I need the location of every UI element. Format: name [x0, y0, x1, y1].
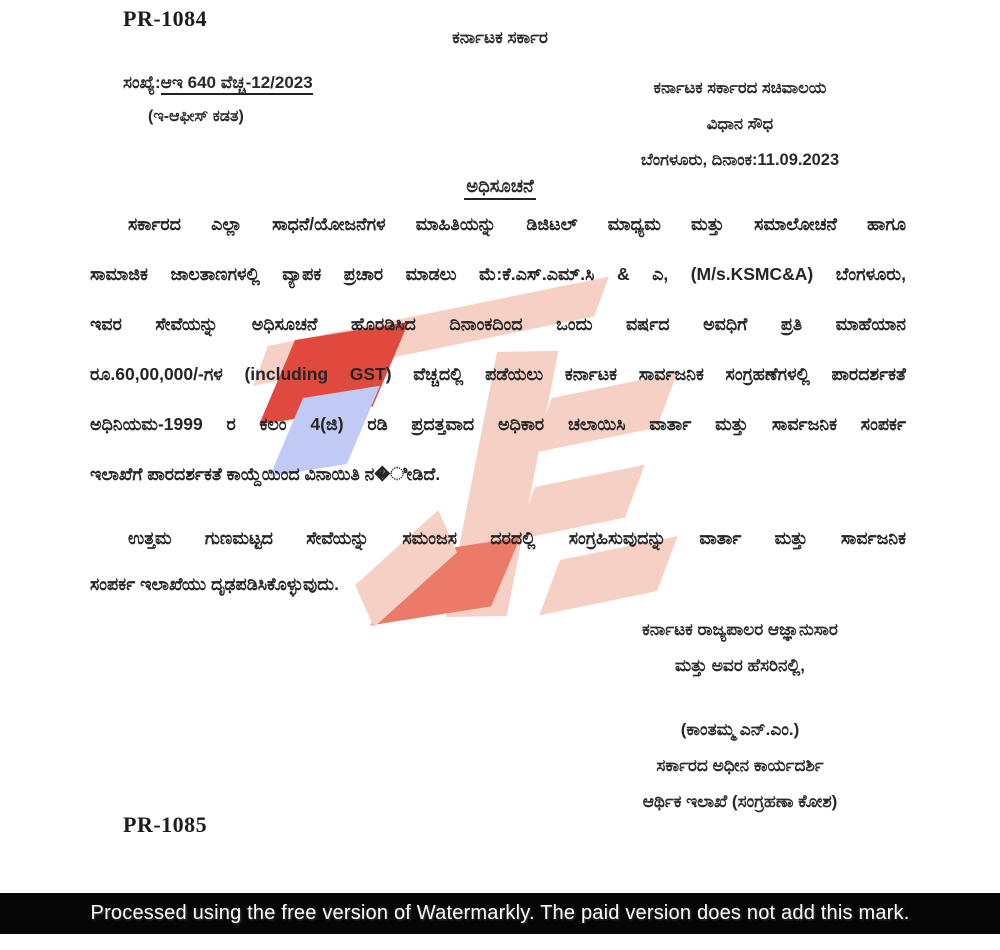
para1-line1: ಸರ್ಕಾರದ ಎಲ್ಲಾ ಸಾಧನೆ/ಯೋಜನೆಗಳ ಮಾಹಿತಿಯನ್ನು ಡಿಜಿಟಲ್ ಮಾಧ್ಯಮ ಮತ್ತು ಸಮಾಲೋಚನೆ ಹಾಗೂ: [128, 214, 906, 234]
letterhead-right-block: [530, 70, 950, 178]
para1-line5: ಅಧಿನಿಯಮ-1999 ರ ಕಲಂ 4(ಜಿ) ರಡಿ ಪ್ರದತ್ತವಾದ ಅಧಿಕಾರ ಚಲಾಯಿಸಿ ವಾರ್ತಾ ಮತ್ತು ಸಾರ್ವಜನಿಕ ಸಂಪರ್ಕ: [90, 414, 906, 434]
body-paragraph-2: [90, 528, 906, 620]
para1-line3: ಇವರ ಸೇವೆಯನ್ನು ಅಧಿಸೂಚನೆ ಹೊರಡಿಸಿದ ದಿನಾಂಕದಿಂದ ಒಂದು ವರ್ಷದ ಅವಧಿಗೆ ಪ್ರತಿ ಮಾಹೆಯಾನ: [90, 314, 906, 334]
pr-number-bottom: PR-1085: [123, 812, 208, 837]
signatory-designation: ಸರ್ಕಾರದ ಅಧೀನ ಕಾರ್ಯದರ್ಶಿ: [656, 756, 824, 775]
pr-number-top: PR-1084: [123, 6, 208, 31]
para1-line6: ಇಲಾಖೆಗೆ ಪಾರದರ್ಶಕತೆ ಕಾಯ್ದೆಯಿಂದ ವಿನಾಯಿತಿ ನ�ೀಡಿದೆ.: [90, 464, 441, 484]
by-order-line1: ಕರ್ನಾಟಕ ರಾಜ್ಯಪಾಲರ ಆಜ್ಞಾನುಸಾರ: [642, 620, 838, 639]
eoffice-file-note: (ಇ-ಆಫೀಸ್ ಕಡತ): [148, 108, 244, 125]
by-order-block: [530, 612, 950, 684]
para1-line2: ಸಾಮಾಜಿಕ ಜಾಲತಾಣಗಳಲ್ಲಿ ವ್ಯಾಪಕ ಪ್ರಚಾರ ಮಾಡಲು ಮೆ:ಕೆ.ಎಸ್.ಎಮ್.ಸಿ & ಎ, (M/s.KSMC&A) ಬೆಂಗಳೂರು,: [90, 264, 906, 284]
signatory-block: [530, 712, 950, 820]
body-paragraph-1: [90, 214, 906, 514]
signatory-department: ಆರ್ಥಿಕ ಇಲಾಖೆ (ಸಂಗ್ರಹಣಾ ಕೋಶ): [642, 792, 838, 811]
notification-heading: ಅಧಿಸೂಚನೆ: [0, 176, 1000, 197]
reference-number: ಆಇ 640 ವೆಚ್ಚ-12/2023: [161, 73, 313, 95]
reference-label: ಸಂಖ್ಯೆ:: [123, 73, 161, 92]
watermarkly-footer-bar: [0, 893, 1000, 934]
government-title: ಕರ್ನಾಟಕ ಸರ್ಕಾರ: [452, 28, 548, 47]
reference-number-line: [123, 73, 313, 93]
para1-line4: ರೂ.60,00,000/-ಗಳ (including GST) ವೆಚ್ಚದಲ್ಲಿ ಪಡೆಯಲು ಕರ್ನಾಟಕ ಸಾರ್ವಜನಿಕ ಸಂಗ್ರಹಣೆಗಳಲ್ಲಿ ಪಾರದರ್ಶಕತೆ: [90, 364, 907, 384]
signatory-name: (ಕಾಂತಮ್ಮ ಎನ್.ಎಂ.): [680, 720, 800, 739]
para2-line1: ಉತ್ತಮ ಗುಣಮಟ್ಟದ ಸೇವೆಯನ್ನು ಸಮಂಜಸ ದರದಲ್ಲಿ ಸಂಗ್ರಹಿಸುವುದನ್ನು ವಾರ್ತಾ ಮತ್ತು ಸಾರ್ವಜನಿಕ: [128, 528, 906, 548]
by-order-line2: ಮತ್ತು ಅವರ ಹೆಸರಿನಲ್ಲಿ,: [674, 656, 806, 675]
watermarkly-footer-text: Processed using the free version of Watermarkly. The paid version does not add this mark.: [90, 902, 910, 924]
vidhana-soudha-line: ವಿಧಾನ ಸೌಧ: [706, 115, 774, 133]
secretariat-line: ಕರ್ನಾಟಕ ಸರ್ಕಾರದ ಸಚಿವಾಲಯ: [653, 79, 827, 97]
para2-line2: ಸಂಪರ್ಕ ಇಲಾಖೆಯು ದೃಢಪಡಿಸಿಕೊಳ್ಳುವುದು.: [90, 574, 339, 594]
place-date-line: ಬೆಂಗಳೂರು, ದಿನಾಂಕ:11.09.2023: [640, 151, 840, 169]
